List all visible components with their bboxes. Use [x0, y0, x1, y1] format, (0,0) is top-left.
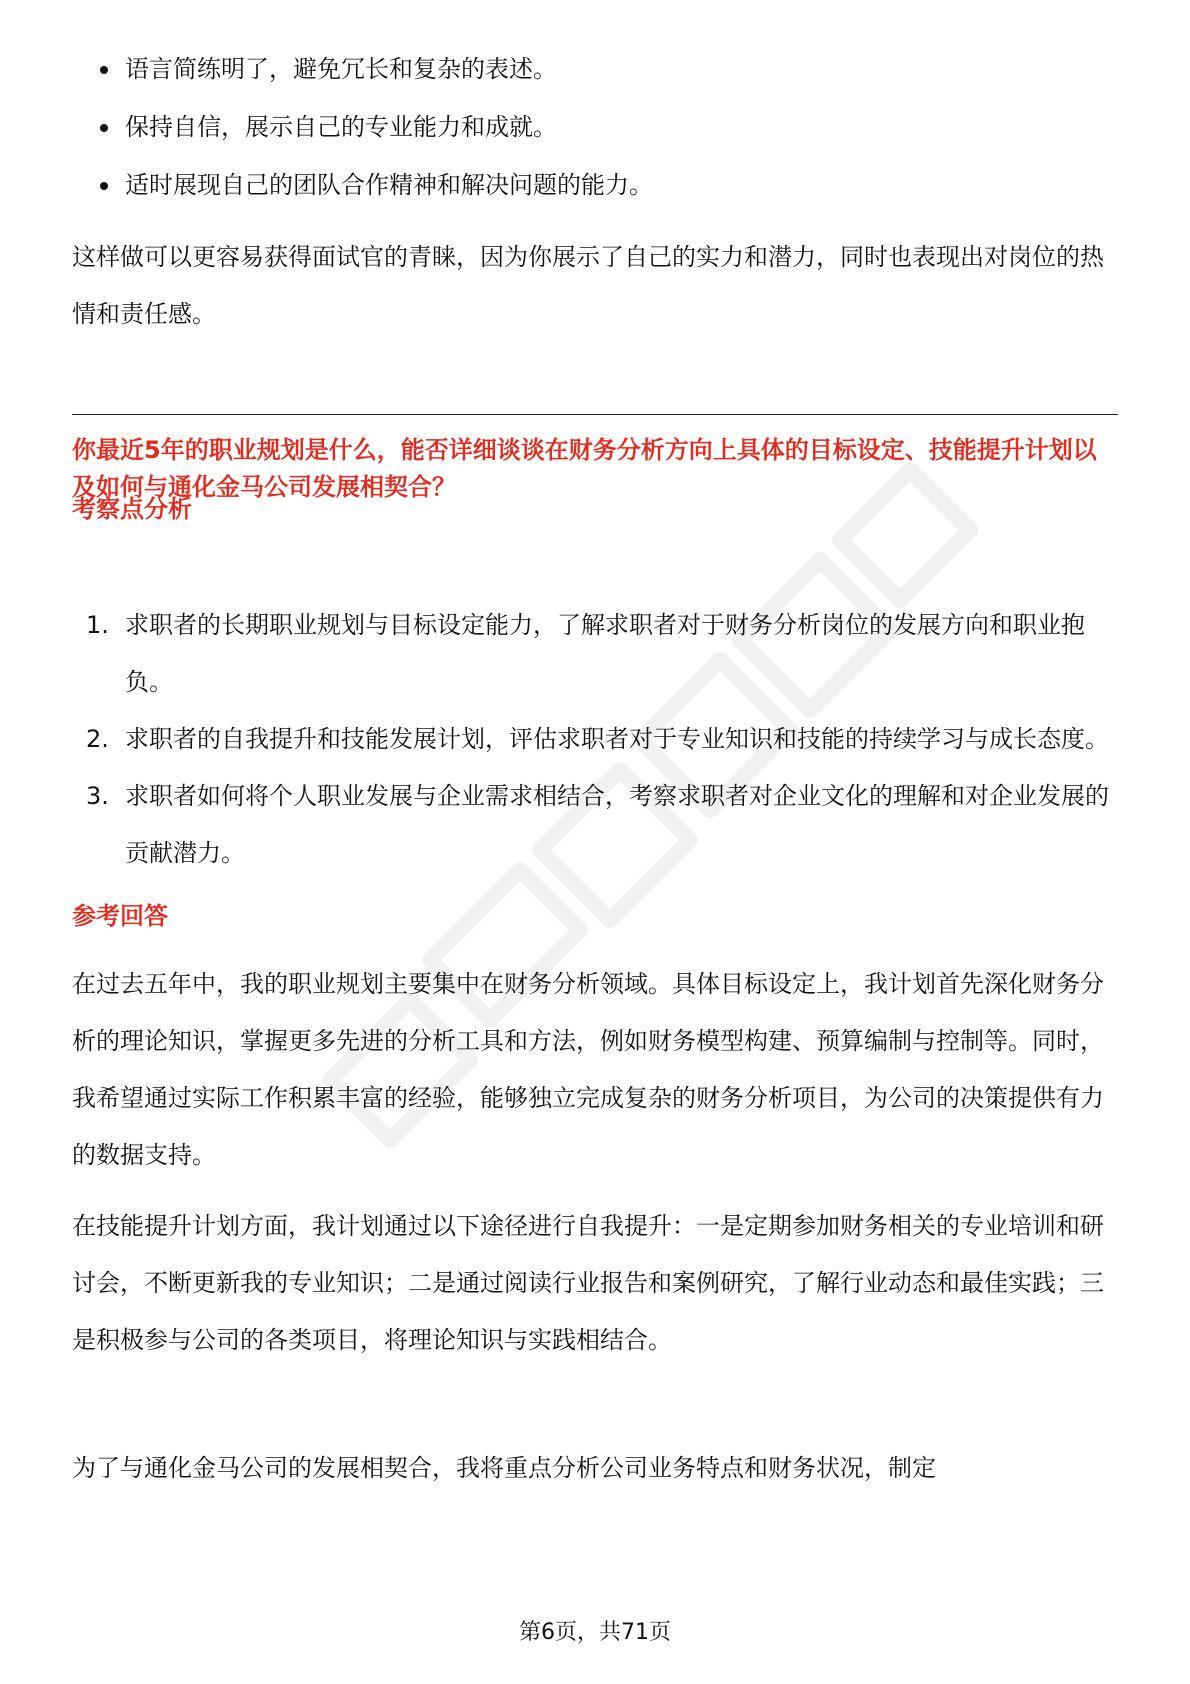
tips-bullet-list	[72, 52, 1118, 226]
analysis-item	[72, 768, 1118, 882]
answer-paragraph: 在过去五年中，我的职业规划主要集中在财务分析领域。具体目标设定上，我计划首先深化财务分析的理论知识，掌握更多先进的分析工具和方法，例如财务模型构建、预算编制与控制等。同时，我希望通过实际工作积累丰富的经验，能够独立完成复杂的财务分析项目，为公司的决策提供有力的数据支持。	[72, 970, 1104, 1169]
document-page	[72, 0, 1118, 1684]
analysis-item	[72, 711, 1118, 768]
item-number: 2.	[86, 725, 109, 753]
item-number: 3.	[86, 782, 109, 810]
item-number: 1.	[86, 611, 109, 639]
analysis-item	[72, 597, 1118, 711]
item-text: 求职者的长期职业规划与目标设定能力，了解求职者对于财务分析岗位的发展方向和职业抱负。	[125, 611, 1085, 696]
bullet-text: 适时展现自己的团队合作精神和解决问题的能力。	[125, 171, 653, 199]
answer-paragraph: 为了与通化金马公司的发展相契合，我将重点分析公司业务特点和财务状况，制定	[72, 1454, 936, 1482]
bullet-text: 语言简练明了，避免冗长和复杂的表述。	[125, 55, 557, 83]
bullet-dot-icon	[100, 124, 108, 132]
bullet-dot-icon	[100, 66, 108, 74]
page-footer: 第6页，共71页	[519, 1620, 671, 1645]
bullet-item	[72, 168, 1118, 226]
bullet-item	[72, 110, 1118, 168]
analysis-title: 考察点分析	[72, 495, 192, 523]
interview-question: 你最近5年的职业规划是什么，能否详细谈谈在财务分析方向上具体的目标设定、技能提升计划以及如何与通化金马公司发展相契合？	[72, 436, 1097, 501]
item-text: 求职者如何将个人职业发展与企业需求相结合，考察求职者对企业文化的理解和对企业发展的贡献潜力。	[125, 782, 1109, 867]
section-divider	[72, 414, 1118, 415]
bullet-dot-icon	[100, 182, 108, 190]
bullet-item	[72, 52, 1118, 110]
bullet-text: 保持自信，展示自己的专业能力和成就。	[125, 113, 557, 141]
intro-paragraph: 这样做可以更容易获得面试官的青睐，因为你展示了自己的实力和潜力，同时也表现出对岗位的热情和责任感。	[72, 243, 1104, 328]
item-text: 求职者的自我提升和技能发展计划，评估求职者对于专业知识和技能的持续学习与成长态度。	[125, 725, 1109, 753]
analysis-list	[72, 597, 1118, 882]
answer-title: 参考回答	[72, 902, 168, 930]
answer-paragraph: 在技能提升计划方面，我计划通过以下途径进行自我提升：一是定期参加财务相关的专业培训和研讨会，不断更新我的专业知识；二是通过阅读行业报告和案例研究，了解行业动态和最佳实践；三是积极参与公司的各类项目，将理论知识与实践相结合。	[72, 1212, 1104, 1354]
